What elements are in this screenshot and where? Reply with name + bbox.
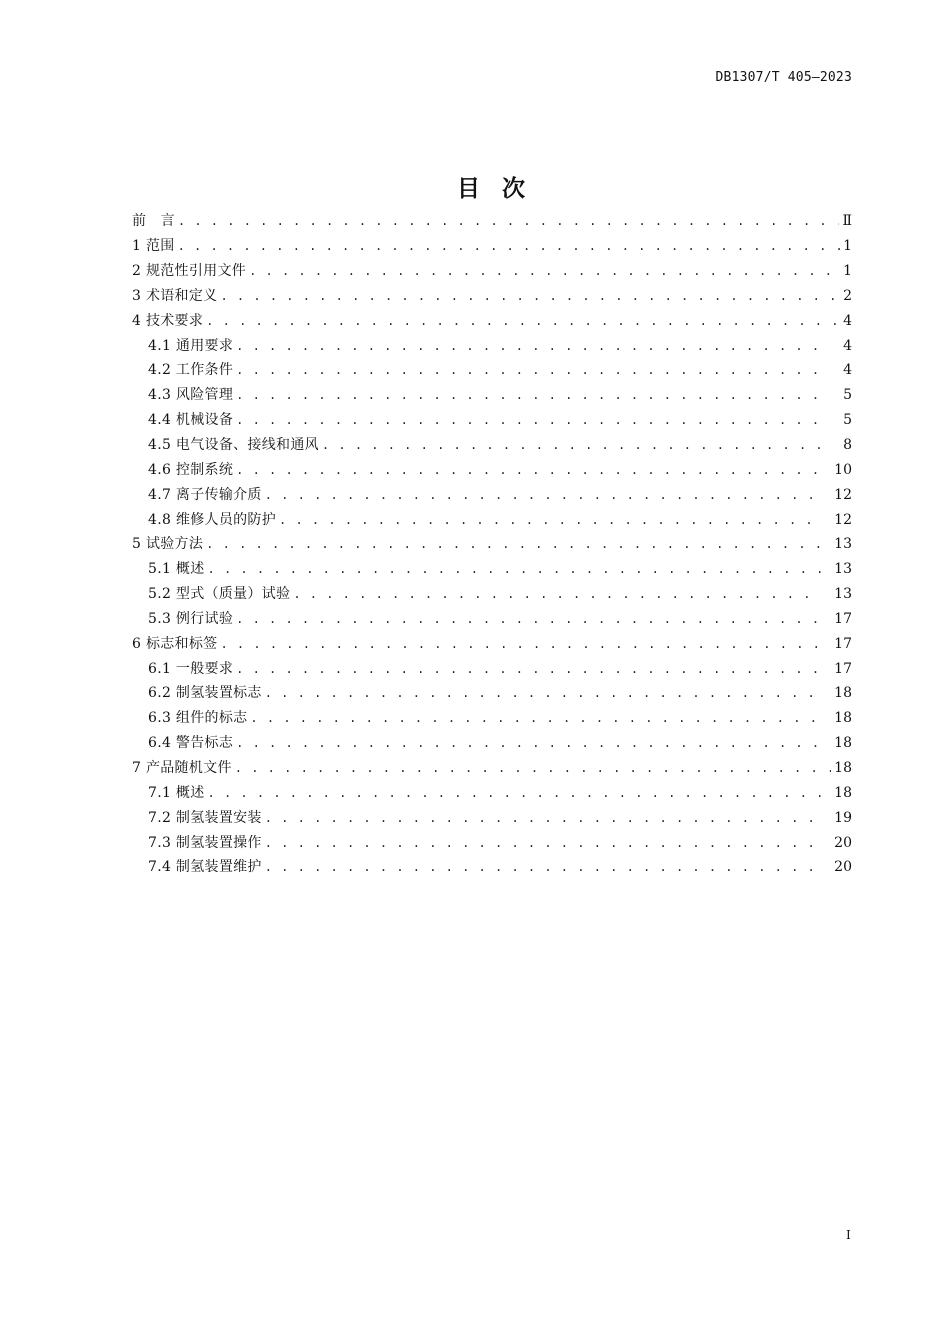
toc-entry-page: 1	[843, 238, 852, 255]
toc-entry-page: 17	[834, 635, 852, 652]
toc-entry-label: 4.7 离子传输介质	[148, 486, 262, 503]
toc-entry-page: 18	[834, 784, 852, 801]
toc-entry-label: 5.3 例行试验	[148, 610, 234, 627]
toc-dot-leader	[220, 638, 831, 650]
toc-entry[interactable]	[132, 507, 852, 532]
toc-entry[interactable]	[132, 631, 852, 656]
toc-entry[interactable]	[132, 358, 852, 383]
toc-entry-page: 5	[843, 387, 852, 404]
title-char-2: 次	[502, 176, 527, 202]
toc-entry[interactable]	[132, 433, 852, 458]
toc-dot-leader	[322, 439, 830, 451]
toc-entry-label: 2 规范性引用文件	[132, 263, 247, 280]
toc-entry-label: 前 言	[132, 213, 175, 230]
toc-entry-page: 17	[834, 660, 852, 677]
toc-entry-page: 20	[834, 859, 852, 876]
toc-entry[interactable]	[132, 731, 852, 756]
toc-entry-page: 2	[843, 287, 852, 304]
toc-entry-page: 17	[834, 610, 852, 627]
toc-dot-leader	[206, 315, 840, 327]
toc-entry-page: 4	[843, 362, 852, 379]
toc-entry-page: 13	[834, 536, 852, 553]
toc-entry-label: 7.4 制氢装置维护	[148, 859, 262, 876]
toc-entry[interactable]	[132, 333, 852, 358]
toc-entry-label: 4 技术要求	[132, 312, 204, 329]
toc-entry-label: 7 产品随机文件	[132, 759, 232, 776]
toc-entry-label: 6.1 一般要求	[148, 660, 234, 677]
toc-dot-leader	[178, 240, 841, 252]
toc-dot-leader	[178, 215, 840, 227]
toc-dot-leader	[235, 762, 831, 774]
document-code: DB1307/T 405—2023	[715, 70, 852, 85]
toc-entry[interactable]	[132, 681, 852, 706]
toc-dot-leader	[265, 489, 821, 501]
toc-dot-leader	[208, 787, 822, 799]
toc-entry-label: 6.4 警告标志	[148, 735, 234, 752]
toc-entry-page: 1	[843, 263, 852, 280]
toc-entry[interactable]	[132, 532, 852, 557]
table-of-contents	[132, 209, 852, 880]
toc-entry-page: Ⅱ	[842, 213, 852, 230]
toc-dot-leader	[265, 861, 821, 873]
toc-entry-page: 4	[843, 337, 852, 354]
page-title	[0, 170, 950, 203]
toc-entry-label: 6.3 组件的标志	[148, 710, 248, 727]
toc-entry[interactable]	[132, 706, 852, 731]
toc-entry-label: 5.1 概述	[148, 561, 205, 578]
toc-entry-page: 13	[834, 586, 852, 603]
toc-entry-page: 5	[843, 412, 852, 429]
toc-entry-label: 1 范围	[132, 238, 175, 255]
toc-entry[interactable]	[132, 582, 852, 607]
toc-entry[interactable]	[132, 308, 852, 333]
toc-entry-label: 5.2 型式（质量）试验	[148, 586, 291, 603]
toc-entry[interactable]	[132, 607, 852, 632]
toc-entry[interactable]	[132, 756, 852, 781]
toc-entry-page: 4	[843, 312, 852, 329]
toc-dot-leader	[265, 687, 821, 699]
toc-entry-page: 12	[834, 511, 852, 528]
toc-entry-page: 13	[834, 561, 852, 578]
toc-dot-leader	[265, 812, 821, 824]
toc-entry-page: 18	[834, 710, 852, 727]
toc-dot-leader	[249, 265, 840, 277]
toc-entry[interactable]	[132, 805, 852, 830]
toc-entry-page: 12	[834, 486, 852, 503]
toc-entry-label: 4.8 维修人员的防护	[148, 511, 277, 528]
toc-entry[interactable]	[132, 780, 852, 805]
toc-entry-label: 7.1 概述	[148, 784, 205, 801]
toc-dot-leader	[236, 414, 830, 426]
toc-dot-leader	[236, 737, 821, 749]
toc-entry[interactable]	[132, 830, 852, 855]
toc-entry-label: 7.2 制氢装置安装	[148, 809, 262, 826]
toc-entry[interactable]	[132, 855, 852, 880]
toc-entry-page: 18	[834, 759, 852, 776]
toc-entry-label: 4.3 风险管理	[148, 387, 234, 404]
toc-entry-label: 7.3 制氢装置操作	[148, 834, 262, 851]
toc-entry[interactable]	[132, 656, 852, 681]
toc-dot-leader	[279, 514, 821, 526]
toc-entry[interactable]	[132, 457, 852, 482]
toc-entry-label: 6.2 制氢装置标志	[148, 685, 262, 702]
toc-entry-page: 19	[834, 809, 852, 826]
toc-dot-leader	[206, 538, 831, 550]
toc-entry-label: 4.2 工作条件	[148, 362, 234, 379]
toc-dot-leader	[250, 712, 821, 724]
title-char-1: 目	[457, 176, 482, 202]
toc-dot-leader	[293, 588, 821, 600]
toc-entry-page: 8	[843, 437, 852, 454]
toc-entry[interactable]	[132, 234, 852, 259]
toc-dot-leader	[265, 837, 821, 849]
toc-entry[interactable]	[132, 408, 852, 433]
page-number: I	[846, 1228, 851, 1242]
toc-dot-leader	[208, 563, 822, 575]
toc-entry-label: 4.4 机械设备	[148, 412, 234, 429]
toc-entry-page: 18	[834, 735, 852, 752]
toc-entry[interactable]	[132, 259, 852, 284]
toc-entry-page: 10	[834, 461, 852, 478]
toc-entry[interactable]	[132, 209, 852, 234]
toc-entry-label: 4.5 电气设备、接线和通风	[148, 437, 319, 454]
toc-entry-label: 3 术语和定义	[132, 287, 218, 304]
toc-dot-leader	[236, 613, 821, 625]
toc-entry[interactable]	[132, 482, 852, 507]
toc-entry[interactable]	[132, 383, 852, 408]
toc-entry-label: 6 标志和标签	[132, 635, 218, 652]
toc-entry-page: 20	[834, 834, 852, 851]
toc-entry-label: 4.6 控制系统	[148, 461, 234, 478]
toc-entry[interactable]	[132, 557, 852, 582]
toc-dot-leader	[236, 389, 830, 401]
toc-dot-leader	[236, 364, 830, 376]
toc-dot-leader	[220, 290, 840, 302]
toc-dot-leader	[236, 340, 830, 352]
toc-entry-label: 5 试验方法	[132, 536, 204, 553]
toc-entry-page: 18	[834, 685, 852, 702]
toc-entry-label: 4.1 通用要求	[148, 337, 234, 354]
toc-dot-leader	[236, 464, 821, 476]
toc-entry[interactable]	[132, 284, 852, 309]
toc-dot-leader	[236, 663, 821, 675]
